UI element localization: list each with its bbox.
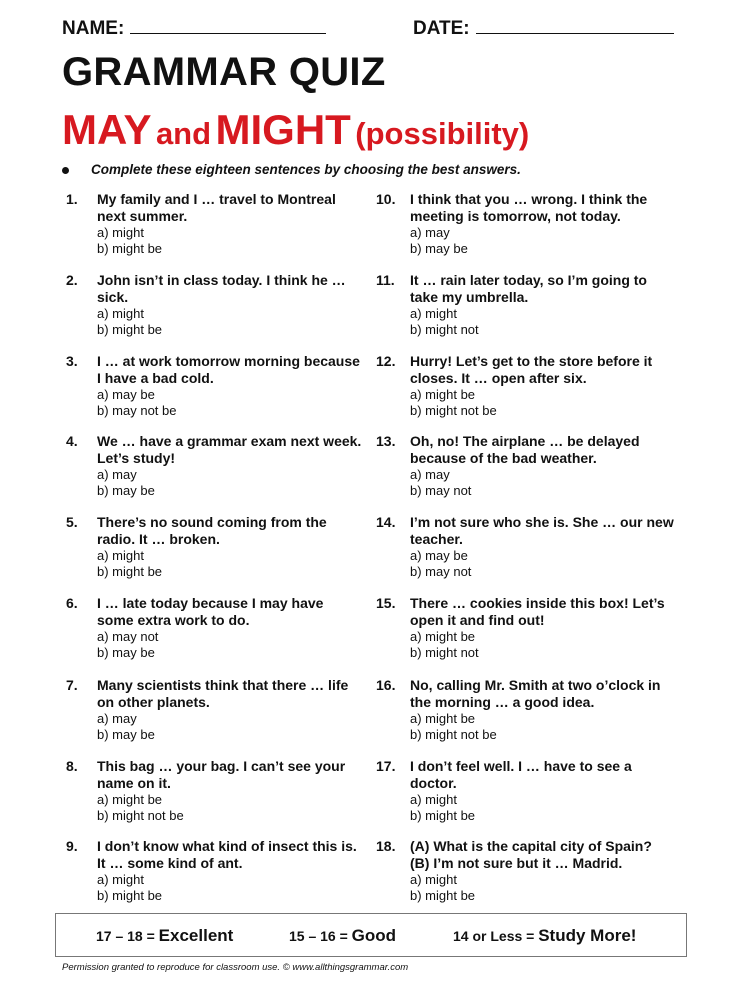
option-a[interactable]: a) might be xyxy=(410,629,476,644)
question-item xyxy=(376,514,675,580)
score-range: 14 or Less = xyxy=(453,928,535,944)
option-b[interactable]: b) may not be xyxy=(97,403,177,418)
question-item xyxy=(66,677,362,743)
question-text: I … at work tomorrow morning because I have a bad cold. xyxy=(97,353,360,386)
option-a[interactable]: a) may xyxy=(97,711,137,726)
page-subtitle xyxy=(62,106,529,154)
question-text: (A) What is the capital city of Spain? (B) I’m not sure but it … Madrid. xyxy=(410,838,652,871)
option-b[interactable]: b) might not xyxy=(410,645,479,660)
instruction xyxy=(62,162,521,177)
score-study-more xyxy=(453,926,636,946)
option-b[interactable]: b) may not xyxy=(410,564,472,579)
question-item xyxy=(66,595,362,661)
option-b[interactable]: b) might be xyxy=(410,888,476,903)
option-b[interactable]: b) might be xyxy=(410,808,476,823)
question-text: Oh, no! The airplane … be delayed because of the bad weather. xyxy=(410,433,640,466)
question-item xyxy=(66,514,362,580)
option-b[interactable]: b) may not xyxy=(410,483,472,498)
option-b[interactable]: b) may be xyxy=(97,483,155,498)
option-b[interactable]: b) may be xyxy=(97,645,155,660)
question-number: 18. xyxy=(376,838,396,854)
question-text: It … rain later today, so I’m going to take my umbrella. xyxy=(410,272,647,305)
date-line[interactable] xyxy=(476,31,674,34)
question-item xyxy=(376,353,675,419)
question-item xyxy=(66,838,362,904)
option-a[interactable]: a) might xyxy=(97,306,144,321)
name-field[interactable] xyxy=(62,18,326,40)
question-number: 16. xyxy=(376,677,396,693)
score-label: Excellent xyxy=(158,926,234,945)
option-b[interactable]: b) might be xyxy=(97,564,163,579)
score-label: Study More! xyxy=(538,926,637,945)
option-a[interactable]: a) might be xyxy=(97,792,163,807)
question-item xyxy=(66,433,362,499)
question-item xyxy=(376,191,675,257)
question-number: 10. xyxy=(376,191,396,207)
question-number: 12. xyxy=(376,353,396,369)
date-label: DATE: xyxy=(413,18,470,39)
question-number: 6. xyxy=(66,595,78,611)
option-b[interactable]: b) might not be xyxy=(97,808,184,823)
question-text: I think that you … wrong. I think the meeting is tomorrow, not today. xyxy=(410,191,648,224)
option-b[interactable]: b) might not be xyxy=(410,403,497,418)
question-text: There’s no sound coming from the radio. It … broken. xyxy=(97,514,327,547)
score-label: Good xyxy=(351,926,397,945)
question-item xyxy=(376,838,675,904)
question-number: 9. xyxy=(66,838,78,854)
question-text: No, calling Mr. Smith at two o’clock in the morning … a good idea. xyxy=(410,677,661,710)
question-text: I don’t feel well. I … have to see a doctor. xyxy=(410,758,632,791)
subtitle-and: and xyxy=(155,116,212,151)
question-number: 3. xyxy=(66,353,78,369)
question-number: 5. xyxy=(66,514,78,530)
subtitle-may: MAY xyxy=(62,106,152,153)
option-a[interactable]: a) may not xyxy=(97,629,159,644)
option-b[interactable]: b) might be xyxy=(97,888,163,903)
question-text: Many scientists think that there … life on other planets. xyxy=(97,677,349,710)
option-a[interactable]: a) might xyxy=(97,872,144,887)
question-number: 7. xyxy=(66,677,78,693)
name-label: NAME: xyxy=(62,18,125,39)
option-a[interactable]: a) may xyxy=(410,225,450,240)
option-a[interactable]: a) might xyxy=(410,306,457,321)
option-b[interactable]: b) may be xyxy=(97,727,155,742)
option-a[interactable]: a) might be xyxy=(410,711,476,726)
question-text: Hurry! Let’s get to the store before it closes. It … open after six. xyxy=(410,353,653,386)
question-text: I’m not sure who she is. She … our new teacher. xyxy=(410,514,674,547)
option-a[interactable]: a) might xyxy=(97,225,144,240)
subtitle-topic: (possibility) xyxy=(355,116,530,151)
question-number: 2. xyxy=(66,272,78,288)
question-item xyxy=(376,758,675,824)
question-number: 14. xyxy=(376,514,396,530)
date-field[interactable] xyxy=(413,18,674,40)
question-item xyxy=(376,595,675,661)
question-item xyxy=(66,758,362,824)
option-a[interactable]: a) might be xyxy=(410,387,476,402)
question-number: 4. xyxy=(66,433,78,449)
score-excellent xyxy=(96,926,233,946)
instruction-text: Complete these eighteen sentences by choosing the best answers. xyxy=(91,162,521,177)
footer-permission: Permission granted to reproduce for classroom use. © www.allthingsgrammar.com xyxy=(62,962,409,973)
question-item xyxy=(66,353,362,419)
page-title: GRAMMAR QUIZ xyxy=(62,50,386,94)
question-number: 11. xyxy=(376,272,395,288)
score-range: 15 – 16 = xyxy=(289,928,348,944)
name-line[interactable] xyxy=(130,31,326,34)
score-box xyxy=(55,913,687,957)
question-text: This bag … your bag. I can’t see your name on it. xyxy=(97,758,346,791)
question-text: My family and I … travel to Montreal next summer. xyxy=(97,191,336,224)
question-number: 17. xyxy=(376,758,396,774)
option-a[interactable]: a) may be xyxy=(97,387,155,402)
option-a[interactable]: a) might xyxy=(410,872,457,887)
score-range: 17 – 18 = xyxy=(96,928,155,944)
score-good xyxy=(289,926,396,946)
option-b[interactable]: b) might be xyxy=(97,241,163,256)
question-number: 1. xyxy=(66,191,78,207)
question-item xyxy=(376,433,675,499)
question-text: John isn’t in class today. I think he … sick. xyxy=(97,272,346,305)
subtitle-might: MIGHT xyxy=(215,106,351,153)
option-b[interactable]: b) might not xyxy=(410,322,479,337)
question-number: 8. xyxy=(66,758,78,774)
question-item xyxy=(376,272,675,338)
question-text: I don’t know what kind of insect this is. It … some kind of ant. xyxy=(97,838,357,871)
question-text: There … cookies inside this box! Let’s open it and find out! xyxy=(410,595,665,628)
option-b[interactable]: b) might be xyxy=(97,322,163,337)
option-a[interactable]: a) may xyxy=(410,467,450,482)
question-text: We … have a grammar exam next week. Let’s study! xyxy=(97,433,362,466)
option-a[interactable]: a) may xyxy=(97,467,137,482)
option-b[interactable]: b) might not be xyxy=(410,727,497,742)
question-number: 15. xyxy=(376,595,396,611)
question-text: I … late today because I may have some extra work to do. xyxy=(97,595,324,628)
bullet-icon xyxy=(62,167,69,174)
question-item xyxy=(66,191,362,257)
question-number: 13. xyxy=(376,433,396,449)
question-item xyxy=(66,272,362,338)
option-a[interactable]: a) might xyxy=(410,792,457,807)
option-b[interactable]: b) may be xyxy=(410,241,468,256)
option-a[interactable]: a) may be xyxy=(410,548,468,563)
option-a[interactable]: a) might xyxy=(97,548,144,563)
question-item xyxy=(376,677,675,743)
